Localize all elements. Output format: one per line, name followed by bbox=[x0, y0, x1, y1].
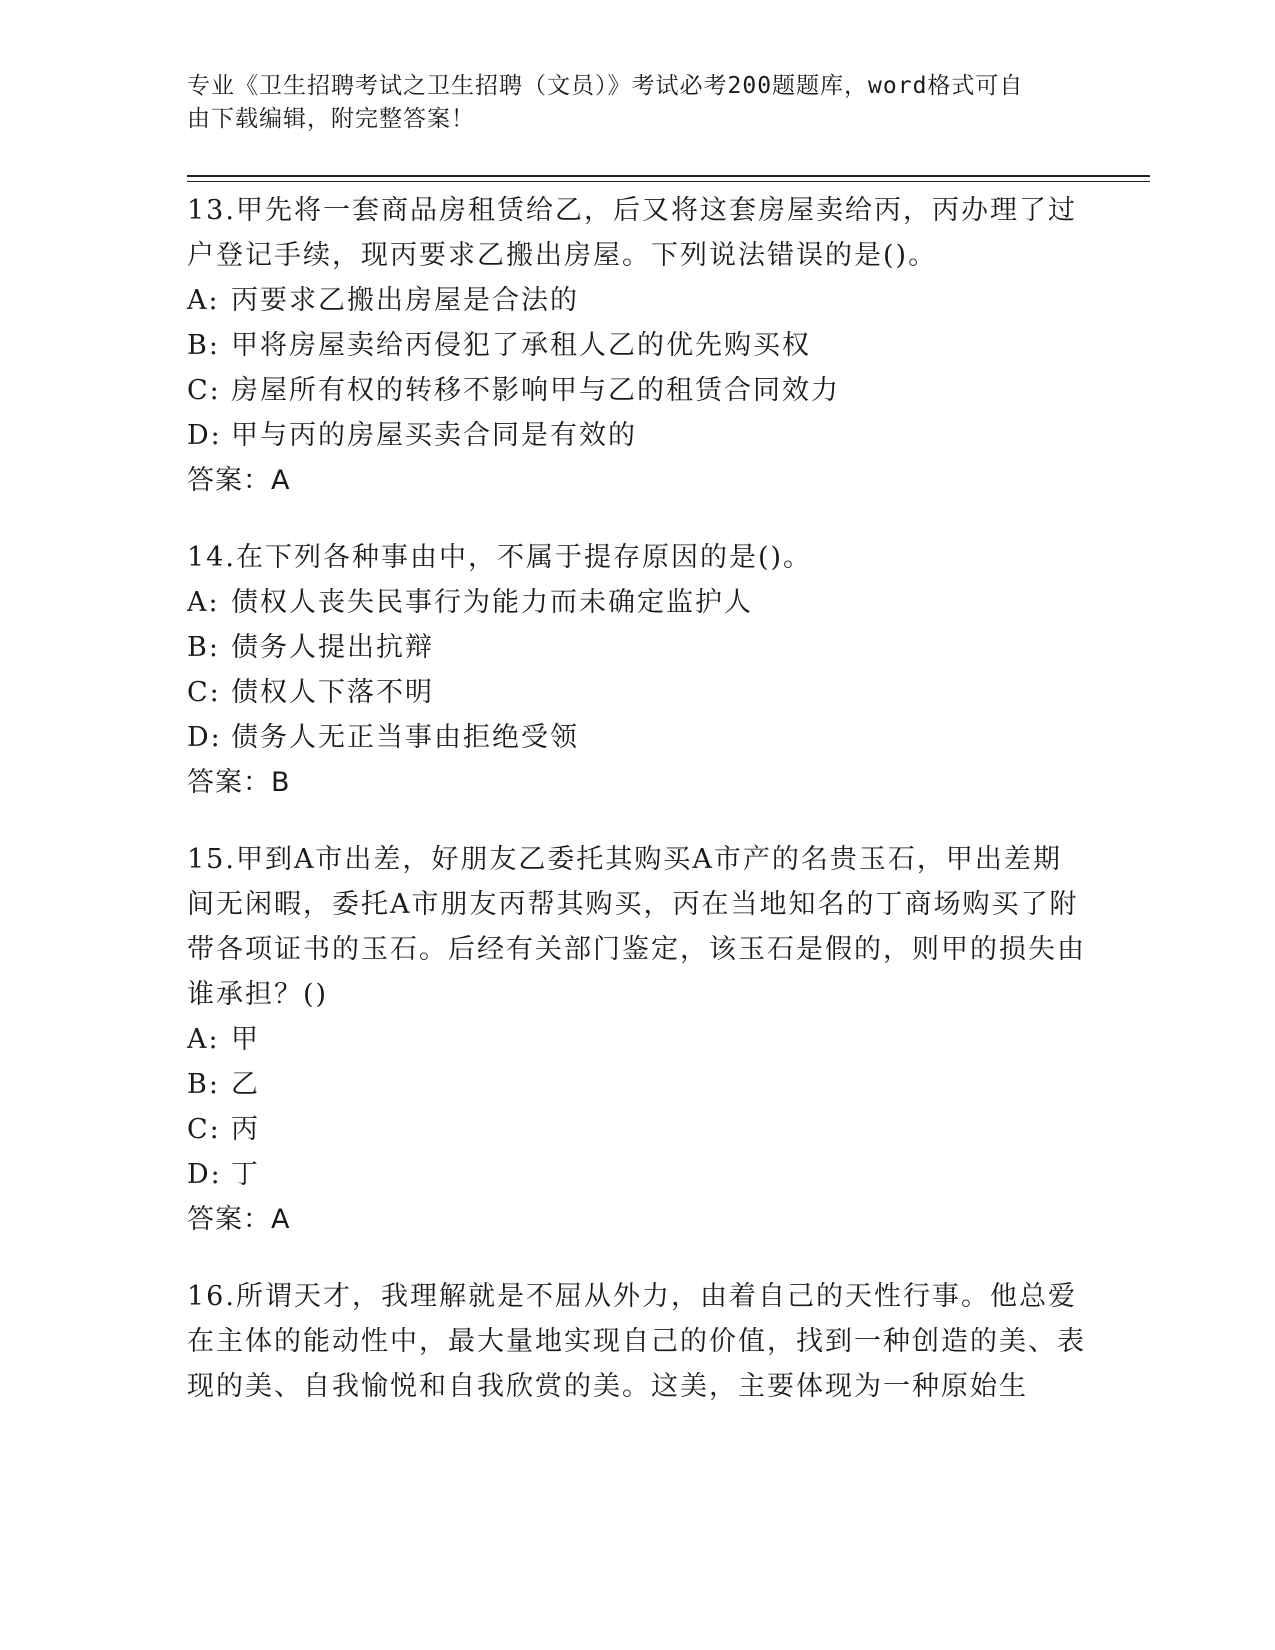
answer: 答案：B bbox=[187, 767, 291, 798]
option-b bbox=[187, 323, 1087, 368]
option-c bbox=[187, 1107, 1087, 1152]
option-key: B: bbox=[187, 330, 220, 361]
header-line-1: 专业《卫生招聘考试之卫生招聘（文员）》考试必考200题题库，word格式可自 bbox=[187, 73, 1024, 99]
option-b bbox=[187, 1062, 1087, 1107]
option-text: 甲 bbox=[231, 1024, 260, 1055]
option-text: 债务人无正当事由拒绝受领 bbox=[231, 722, 579, 753]
question-stem: 14.在下列各种事由中，不属于提存原因的是()。 bbox=[187, 542, 813, 573]
option-key: B: bbox=[187, 632, 220, 663]
option-text: 房屋所有权的转移不影响甲与乙的租赁合同效力 bbox=[231, 375, 840, 406]
option-key: C: bbox=[187, 1114, 221, 1145]
option-text: 债权人丧失民事行为能力而未确定监护人 bbox=[231, 587, 753, 618]
question-13 bbox=[187, 188, 1087, 503]
option-key: A: bbox=[187, 587, 220, 618]
question-stem: 13.甲先将一套商品房租赁给乙，后又将这套房屋卖给丙，丙办理了过户登记手续，现丙要求乙搬出房屋。下列说法错误的是()。 bbox=[187, 195, 1077, 271]
option-key: A: bbox=[187, 285, 220, 316]
option-key: D: bbox=[187, 722, 222, 753]
option-b bbox=[187, 625, 1087, 670]
header-divider-thick bbox=[187, 175, 1150, 177]
option-key: C: bbox=[187, 375, 221, 406]
option-key: D: bbox=[187, 1159, 222, 1190]
option-c bbox=[187, 368, 1087, 413]
question-16 bbox=[187, 1274, 1087, 1409]
option-key: B: bbox=[187, 1069, 220, 1100]
question-15 bbox=[187, 837, 1087, 1242]
option-text: 债务人提出抗辩 bbox=[231, 632, 434, 663]
option-a bbox=[187, 278, 1087, 323]
option-a bbox=[187, 580, 1087, 625]
question-stem: 15.甲到A市出差，好朋友乙委托其购买A市产的名贵玉石，甲出差期间无闲暇，委托A市朋友丙帮其购买，丙在当地知名的丁商场购买了附带各项证书的玉石。后经有关部门鉴定，该玉石是假的，则甲的损失由谁承担？() bbox=[187, 844, 1086, 1010]
option-text: 丙 bbox=[231, 1114, 260, 1145]
header-line-2: 由下载编辑，附完整答案！ bbox=[187, 106, 475, 132]
option-key: D: bbox=[187, 420, 222, 451]
option-d bbox=[187, 715, 1087, 760]
option-text: 乙 bbox=[231, 1069, 260, 1100]
option-a bbox=[187, 1017, 1087, 1062]
option-d bbox=[187, 413, 1087, 458]
header-divider-thin bbox=[187, 181, 1150, 182]
option-text: 甲与丙的房屋买卖合同是有效的 bbox=[231, 420, 637, 451]
option-key: A: bbox=[187, 1024, 220, 1055]
answer: 答案：A bbox=[187, 465, 291, 496]
option-text: 甲将房屋卖给丙侵犯了承租人乙的优先购买权 bbox=[231, 330, 811, 361]
option-d bbox=[187, 1152, 1087, 1197]
question-list bbox=[187, 188, 1087, 1441]
option-text: 债权人下落不明 bbox=[231, 677, 434, 708]
option-text: 丁 bbox=[231, 1159, 260, 1190]
answer: 答案：A bbox=[187, 1204, 291, 1235]
option-key: C: bbox=[187, 677, 221, 708]
option-text: 丙要求乙搬出房屋是合法的 bbox=[231, 285, 579, 316]
option-c bbox=[187, 670, 1087, 715]
question-stem: 16.所谓天才，我理解就是不屈从外力，由着自己的天性行事。他总爱在主体的能动性中，最大量地实现自己的价值，找到一种创造的美、表现的美、自我愉悦和自我欣赏的美。这美，主要体现为一种原始生 bbox=[187, 1281, 1086, 1402]
document-header bbox=[187, 70, 1067, 136]
question-14 bbox=[187, 535, 1087, 805]
